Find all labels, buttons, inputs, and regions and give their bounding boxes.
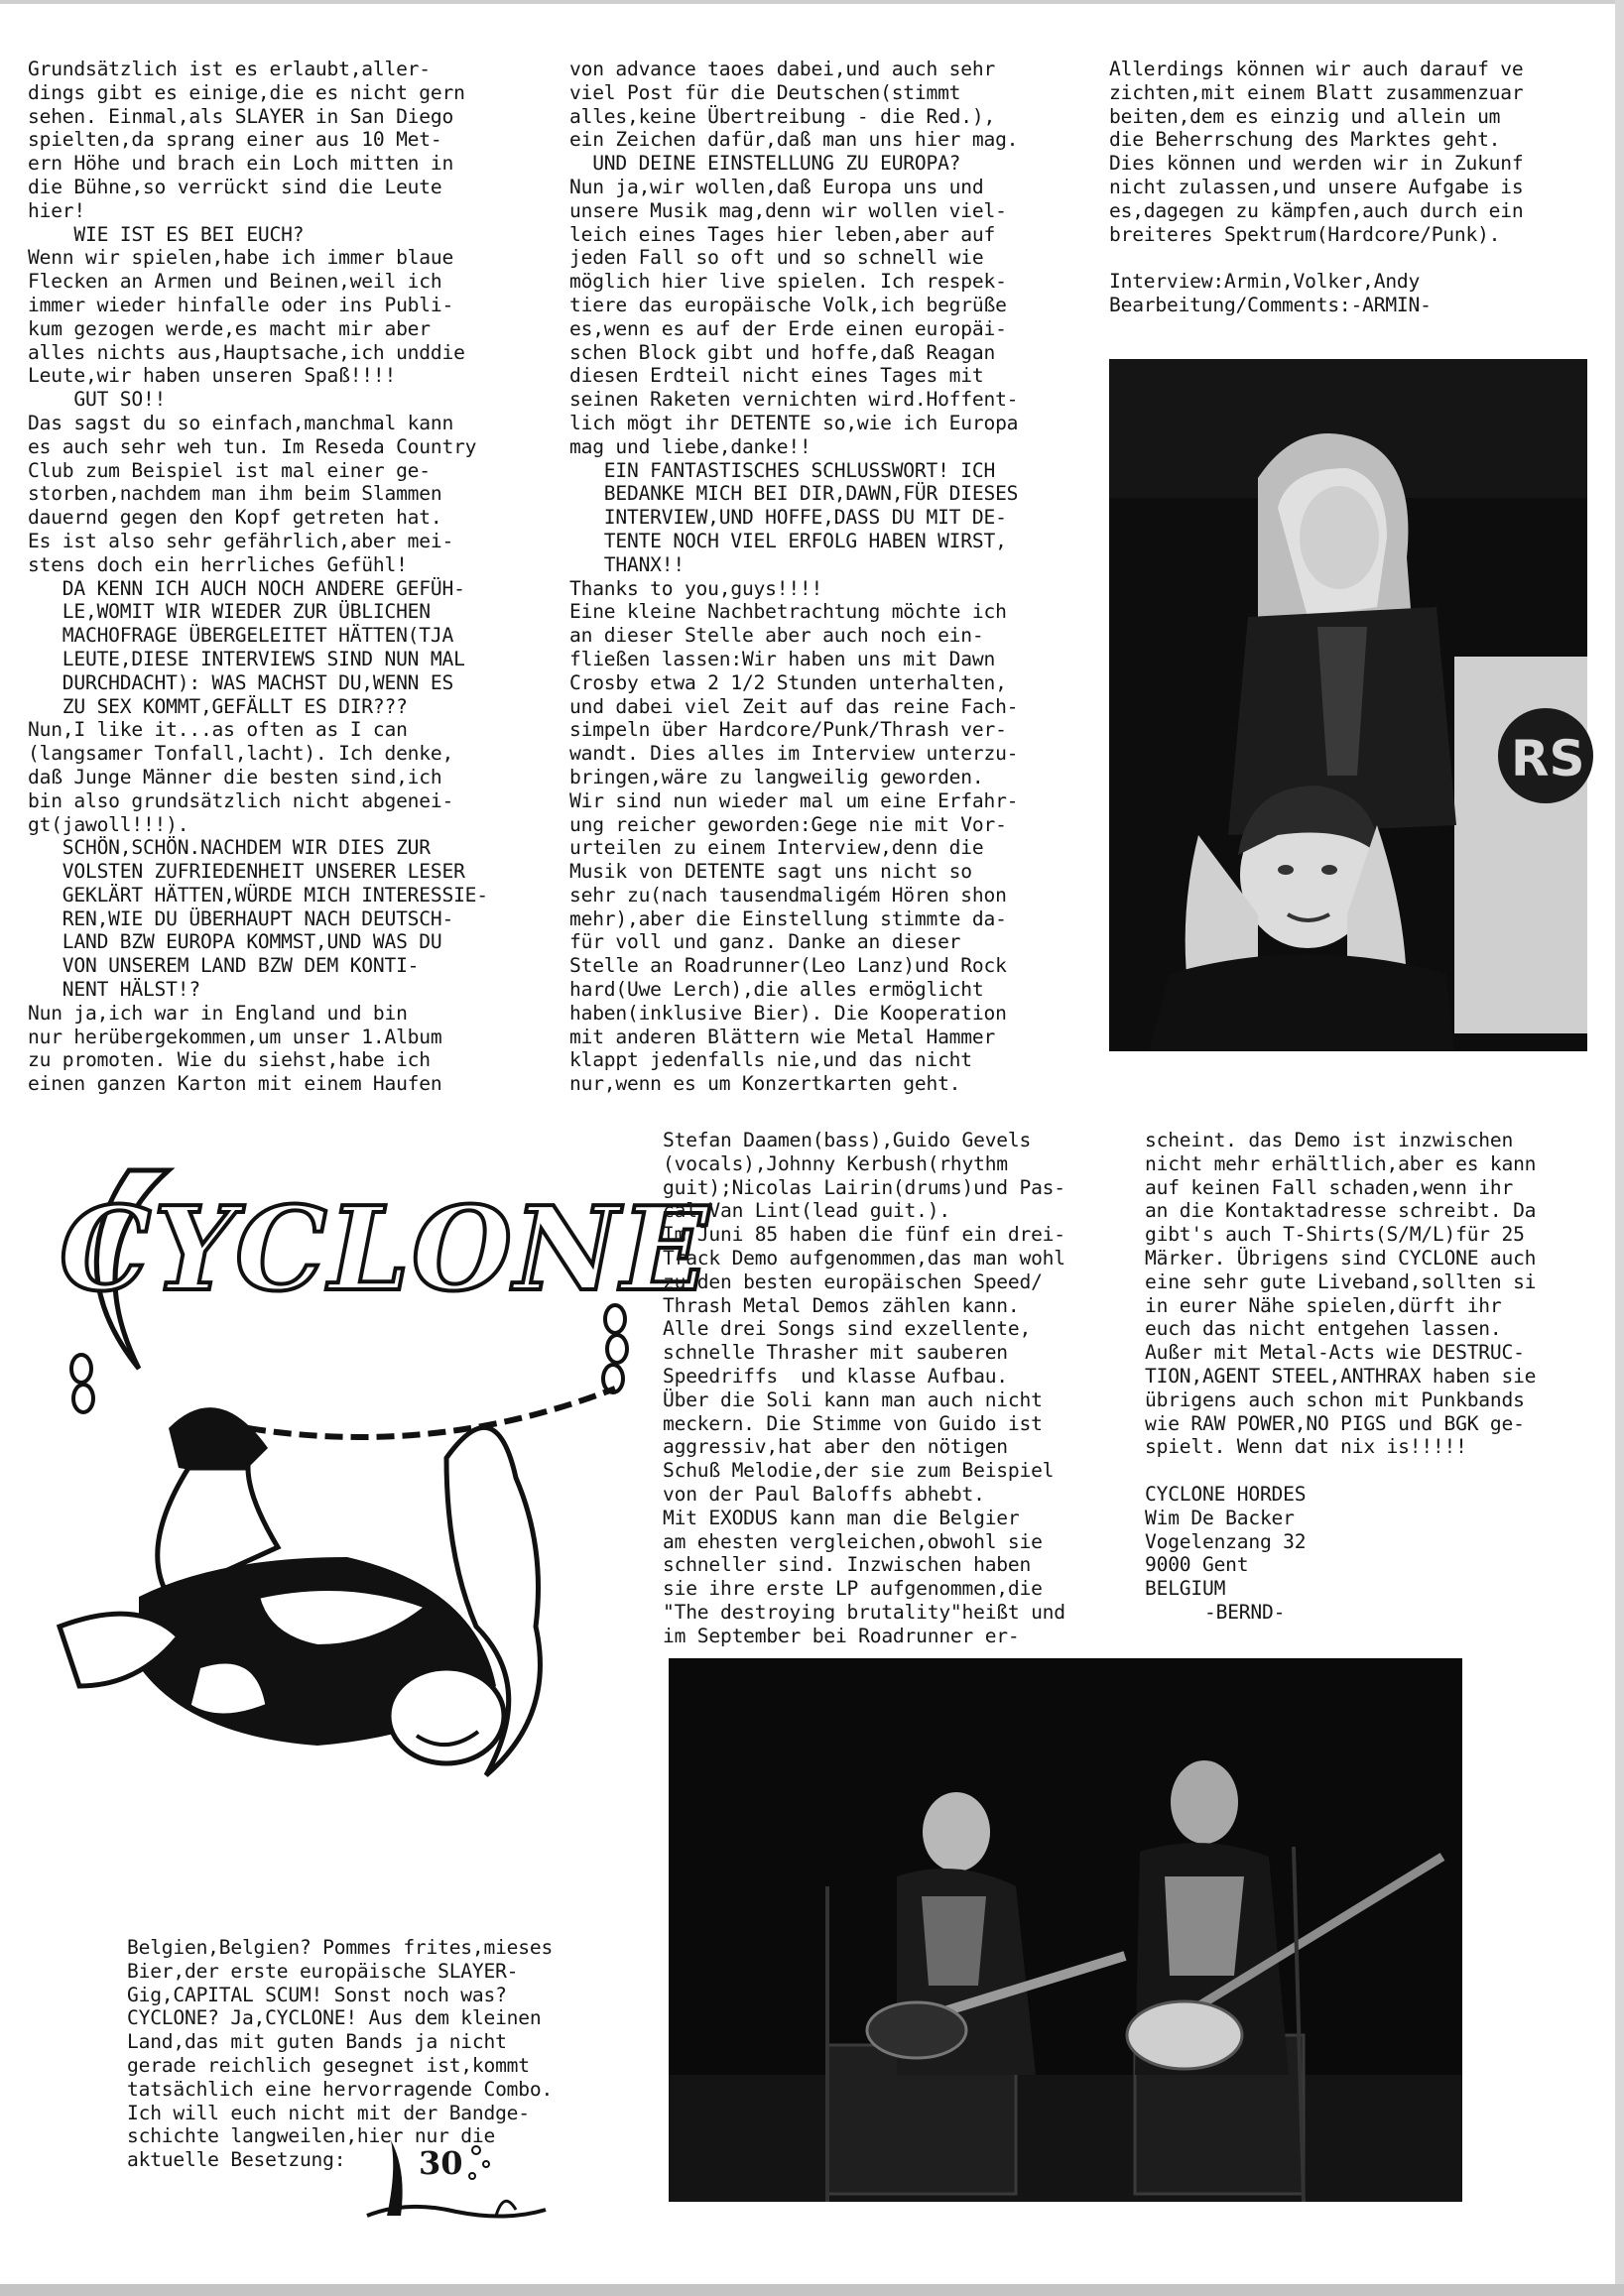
text-line: eine sehr gute Liveband,sollten si <box>1145 1269 1537 1293</box>
text-line: Land,das mit guten Bands ja nicht <box>127 2030 507 2054</box>
text-line: möglich hier live spielen. Ich respek- <box>569 270 1007 294</box>
text-line: Club zum Beispiel ist mal einer ge- <box>28 458 431 482</box>
cyclone-logo-text: CYCLONE <box>60 1182 711 1317</box>
text-line: und dabei viel Zeit auf das reine Fach- <box>569 694 1019 718</box>
text-line: Nun,I like it...as often as I can <box>28 718 408 742</box>
text-line: die Beherrschung des Marktes geht. <box>1109 128 1501 152</box>
text-line: LEUTE,DIESE INTERVIEWS SIND NUN MAL <box>28 647 465 670</box>
text-line: im September bei Roadrunner er- <box>663 1624 1020 1647</box>
text-line: Belgien,Belgien? Pommes frites,mieses <box>127 1936 554 1959</box>
text-line: nicht zulassen,und unsere Aufgabe is <box>1109 175 1524 198</box>
text-line: diesen Erdteil nicht eines Tages mit <box>569 364 984 388</box>
text-line: Dies können und werden wir in Zukunf <box>1109 152 1524 176</box>
text-line: sehr zu(nach tausendmaligém Hören shon <box>569 883 1007 906</box>
text-line: mehr),aber die Einstellung stimmte da- <box>569 906 1007 930</box>
text-line: Im Juni 85 haben die fünf ein drei- <box>663 1223 1065 1247</box>
text-line: zu promoten. Wie du siehst,habe ich <box>28 1048 431 1072</box>
text-line: immer wieder hinfalle oder ins Publi- <box>28 293 454 316</box>
text-line: guit);Nicolas Lairin(drums)und Pas- <box>663 1175 1065 1199</box>
text-line: alles,keine Übertreibung - die Red.), <box>569 104 996 128</box>
text-line: meckern. Die Stimme von Guido ist <box>663 1411 1043 1435</box>
scan-border-right <box>1615 0 1624 2296</box>
text-line: breiteres Spektrum(Hardcore/Punk). <box>1109 222 1501 246</box>
text-line: INTERVIEW,UND HOFFE,DASS DU MIT DE- <box>569 506 1007 530</box>
text-line: in eurer Nähe spielen,dürft ihr <box>1145 1293 1502 1317</box>
cyclone-logo-illustration <box>20 1131 711 1884</box>
text-line: schnelle Thrasher mit sauberen <box>663 1341 1008 1365</box>
text-line: haben(inklusive Bier). Die Kooperation <box>569 1001 1007 1025</box>
text-line: Wir sind nun wieder mal um eine Erfahr- <box>569 788 1019 812</box>
text-line: LAND BZW EUROPA KOMMST,UND WAS DU <box>28 930 442 954</box>
text-line: Gig,CAPITAL SCUM! Sonst noch was? <box>127 1983 507 2006</box>
text-line: Grundsätzlich ist es erlaubt,aller- <box>28 58 431 80</box>
text-line: stens doch ein herrliches Gefühl! <box>28 552 408 576</box>
text-line: daß Junge Männer die besten sind,ich <box>28 765 442 788</box>
text-line: BEDANKE MICH BEI DIR,DAWN,FÜR DIESES <box>569 482 1019 506</box>
text-line: urteilen zu einem Interview,denn die <box>569 836 984 860</box>
text-line: scheint. das Demo ist inzwischen <box>1145 1129 1514 1151</box>
scan-border-bottom <box>0 2284 1624 2296</box>
text-line: aggressiv,hat aber den nötigen <box>663 1435 1008 1459</box>
text-line: Track Demo aufgenommen,das man wohl <box>663 1246 1065 1269</box>
text-line: storben,nachdem man ihm beim Slammen <box>28 482 442 506</box>
text-line: spielten,da sprang einer aus 10 Met- <box>28 128 442 152</box>
text-line: ern Höhe und brach ein Loch mitten in <box>28 152 454 176</box>
text-line: Bier,der erste europäische SLAYER- <box>127 1959 519 1983</box>
text-line: Flecken an Armen und Beinen,weil ich <box>28 270 442 294</box>
text-line: wie RAW POWER,NO PIGS und BGK ge- <box>1145 1411 1525 1435</box>
interview-column-3 <box>1109 58 1605 355</box>
scan-border-top <box>0 0 1624 4</box>
text-line: sehen. Einmal,als SLAYER in San Diego <box>28 104 454 128</box>
text-line: kum gezogen werde,es macht mir aber <box>28 316 431 340</box>
text-line: VON UNSEREM LAND BZW DEM KONTI- <box>28 954 420 978</box>
text-line: tiere das europäische Volk,ich begrüße <box>569 293 1007 316</box>
address-line: Vogelenzang 32 <box>1145 1529 1307 1553</box>
text-line: DA KENN ICH AUCH NOCH ANDERE GEFÜH- <box>28 576 465 600</box>
text-line: klappt jedenfalls nie,und das nicht <box>569 1048 972 1072</box>
interview-column-2 <box>569 58 1111 1096</box>
text-line: die Bühne,so verrückt sind die Leute <box>28 175 442 198</box>
text-line: lich mögt ihr DETENTE so,wie ich Europa <box>569 411 1019 434</box>
text-line: ung reicher geworden:Gege nie mit Vor- <box>569 812 1007 836</box>
text-line: Speedriffs und klasse Aufbau. <box>663 1364 1008 1388</box>
text-line: auf keinen Fall schaden,wenn ihr <box>1145 1175 1514 1199</box>
address-line: BELGIUM <box>1145 1577 1226 1601</box>
text-line: schen Block gibt und hoffe,daß Reagan <box>569 340 996 364</box>
band-photo-dawn-crosby <box>1109 359 1587 1051</box>
text-line: Außer mit Metal-Acts wie DESTRUC- <box>1145 1341 1525 1365</box>
text-line: gerade reichlich gesegnet ist,kommt <box>127 2053 530 2077</box>
text-line: Thanks to you,guys!!!! <box>569 576 823 600</box>
interview-column-1 <box>28 58 571 1096</box>
text-line: REN,WIE DU ÜBERHAUPT NACH DEUTSCH- <box>28 906 454 930</box>
text-line: THANX!! <box>569 552 685 576</box>
text-line: EIN FANTASTISCHES SCHLUSSWORT! ICH <box>569 458 996 482</box>
text-line: fließen lassen:Wir haben uns mit Dawn <box>569 647 996 670</box>
text-line: Musik von DETENTE sagt uns nicht so <box>569 860 972 884</box>
review-column-1 <box>663 1129 1161 1647</box>
text-line: gibt's auch T-Shirts(S/M/L)für 25 <box>1145 1223 1525 1247</box>
text-line: mag und liebe,danke!! <box>569 434 812 458</box>
author-signature: -BERND- <box>1204 1600 1286 1624</box>
text-line: euch das nicht entgehen lassen. <box>1145 1317 1502 1341</box>
text-line: Leute,wir haben unseren Spaß!!!! <box>28 364 397 388</box>
text-line: CYCLONE? Ja,CYCLONE! Aus dem kleinen <box>127 2006 542 2030</box>
text-line: nur herübergekommen,um unser 1.Album <box>28 1025 442 1048</box>
text-line: Interview:Armin,Volker,Andy <box>1109 270 1421 294</box>
address-line: Wim De Backer <box>1145 1506 1295 1529</box>
text-line: übrigens auch schon mit Punkbands <box>1145 1388 1525 1411</box>
text-line: simpeln über Hardcore/Punk/Thrash ver- <box>569 718 1007 742</box>
text-line: TENTE NOCH VIEL ERFOLG HABEN WIRST, <box>569 529 1007 552</box>
text-line: nicht mehr erhältlich,aber es kann <box>1145 1151 1537 1175</box>
text-line: SCHÖN,SCHÖN.NACHDEM WIR DIES ZUR <box>28 836 431 860</box>
text-line: Das sagst du so einfach,manchmal kann <box>28 411 454 434</box>
text-line: GUT SO!! <box>28 388 167 412</box>
text-line: LE,WOMIT WIR WIEDER ZUR ÜBLICHEN <box>28 600 431 624</box>
text-line: schichte langweilen,hier nur die <box>127 2124 496 2148</box>
text-line: (vocals),Johnny Kerbush(rhythm <box>663 1151 1008 1175</box>
text-line: nur,wenn es um Konzertkarten geht. <box>569 1072 961 1096</box>
text-line: dings gibt es einige,die es nicht gern <box>28 80 465 104</box>
text-line: "The destroying brutality"heißt und <box>663 1600 1065 1624</box>
text-line: MACHOFRAGE ÜBERGELEITET HÄTTEN(TJA <box>28 624 454 648</box>
text-line: NENT HÄLST!? <box>28 978 200 1002</box>
page-number: 30 <box>419 2144 463 2182</box>
cyclone-live-photo <box>669 1658 1462 2202</box>
text-line: Alle drei Songs sind exzellente, <box>663 1317 1032 1341</box>
text-line: Stefan Daamen(bass),Guido Gevels <box>663 1129 1032 1151</box>
text-line: ZU SEX KOMMT,GEFÄLLT ES DIR??? <box>28 694 408 718</box>
text-line: Schuß Melodie,der sie zum Beispiel <box>663 1459 1055 1483</box>
text-line: Stelle an Roadrunner(Leo Lanz)und Rock <box>569 954 1007 978</box>
text-line: Eine kleine Nachbetrachtung möchte ich <box>569 600 1007 624</box>
text-line: Nun ja,wir wollen,daß Europa uns und <box>569 175 984 198</box>
text-line: Bearbeitung/Comments:-ARMIN- <box>1109 293 1432 316</box>
text-line: (langsamer Tonfall,lacht). Ich denke, <box>28 742 454 766</box>
page-number-illustration <box>347 2130 565 2226</box>
text-line: einen ganzen Karton mit einem Haufen <box>28 1072 442 1096</box>
text-line: zu den besten europäischen Speed/ <box>663 1269 1043 1293</box>
text-line: wandt. Dies alles im Interview unterzu- <box>569 742 1019 766</box>
text-line: VOLSTEN ZUFRIEDENHEIT UNSERER LESER <box>28 860 465 884</box>
text-line: unsere Musik mag,denn wir wollen viel- <box>569 198 1007 222</box>
text-line: an die Kontaktadresse schreibt. Da <box>1145 1199 1537 1223</box>
text-line: es,wenn es auf der Erde einen europäi- <box>569 316 1007 340</box>
text-line: Es ist also sehr gefährlich,aber mei- <box>28 529 454 552</box>
text-line: jeden Fall so oft und so schnell wie <box>569 246 984 270</box>
text-line: zichten,mit einem Blatt zusammenzuar <box>1109 80 1524 104</box>
text-line: WIE IST ES BEI EUCH? <box>28 222 305 246</box>
text-line: hard(Uwe Lerch),die alles ermöglicht <box>569 978 984 1002</box>
text-line: gt(jawoll!!!). <box>28 812 189 836</box>
address-line: CYCLONE HORDES <box>1145 1482 1307 1506</box>
text-line: alles nichts aus,Hauptsache,ich unddie <box>28 340 465 364</box>
text-line: von der Paul Baloffs abhebt. <box>663 1482 985 1506</box>
text-line: aktuelle Besetzung: <box>127 2148 346 2172</box>
text-line: viel Post für die Deutschen(stimmt <box>569 80 961 104</box>
text-line: bin also grundsätzlich nicht abgenei- <box>28 788 454 812</box>
text-line: UND DEINE EINSTELLUNG ZU EUROPA? <box>569 152 961 176</box>
text-line: seinen Raketen vernichten wird.Hoffent- <box>569 388 1019 412</box>
text-line: hier! <box>28 198 85 222</box>
text-line: für voll und ganz. Danke an dieser <box>569 930 961 954</box>
text-line: Crosby etwa 2 1/2 Stunden unterhalten, <box>569 670 1007 694</box>
text-line: Mit EXODUS kann man die Belgier <box>663 1506 1020 1529</box>
text-line <box>1109 246 1605 270</box>
address-line: 9000 Gent <box>1145 1553 1249 1577</box>
text-line: am ehesten vergleichen,obwohl sie <box>663 1529 1043 1553</box>
text-line: Allerdings können wir auch darauf ve <box>1109 58 1524 80</box>
text-line: es auch sehr weh tun. Im Reseda Country <box>28 434 477 458</box>
text-line: Thrash Metal Demos zählen kann. <box>663 1293 1020 1317</box>
svg-text:RS: RS <box>1511 730 1585 787</box>
text-line: dauernd gegen den Kopf getreten hat. <box>28 506 442 530</box>
review-column-2 <box>1145 1129 1611 1624</box>
text-line: mit anderen Blättern wie Metal Hammer <box>569 1025 996 1048</box>
text-line: beiten,dem es einzig und allein um <box>1109 104 1501 128</box>
text-line: Wenn wir spielen,habe ich immer blaue <box>28 246 454 270</box>
text-line: Nun ja,ich war in England und bin <box>28 1001 408 1025</box>
text-line: bringen,wäre zu langweilig geworden. <box>569 765 984 788</box>
text-line: leich eines Tages hier leben,aber auf <box>569 222 996 246</box>
text-line: TION,AGENT STEEL,ANTHRAX haben sie <box>1145 1364 1537 1388</box>
text-line: GEKLÄRT HÄTTEN,WÜRDE MICH INTERESSIE- <box>28 883 488 906</box>
text-line: Über die Soli kann man auch nicht <box>663 1388 1043 1411</box>
text-line: tatsächlich eine hervorragende Combo. <box>127 2077 554 2101</box>
text-line: ein Zeichen dafür,daß man uns hier mag. <box>569 128 1019 152</box>
text-line: cal Van Lint(lead guit.). <box>663 1199 950 1223</box>
text-line: Ich will euch nicht mit der Bandge- <box>127 2101 530 2124</box>
text-line: Märker. Übrigens sind CYCLONE auch <box>1145 1246 1537 1269</box>
text-line: DURCHDACHT): WAS MACHST DU,WENN ES <box>28 670 454 694</box>
text-line: sie ihre erste LP aufgenommen,die <box>663 1577 1043 1601</box>
text-line: an dieser Stelle aber auch noch ein- <box>569 624 984 648</box>
text-line: von advance taoes dabei,und auch sehr <box>569 58 996 80</box>
spacer <box>1145 1459 1611 1483</box>
text-line: es,dagegen zu kämpfen,auch durch ein <box>1109 198 1524 222</box>
text-line: schneller sind. Inzwischen haben <box>663 1553 1032 1577</box>
text-line: spielt. Wenn dat nix is!!!!! <box>1145 1435 1467 1459</box>
